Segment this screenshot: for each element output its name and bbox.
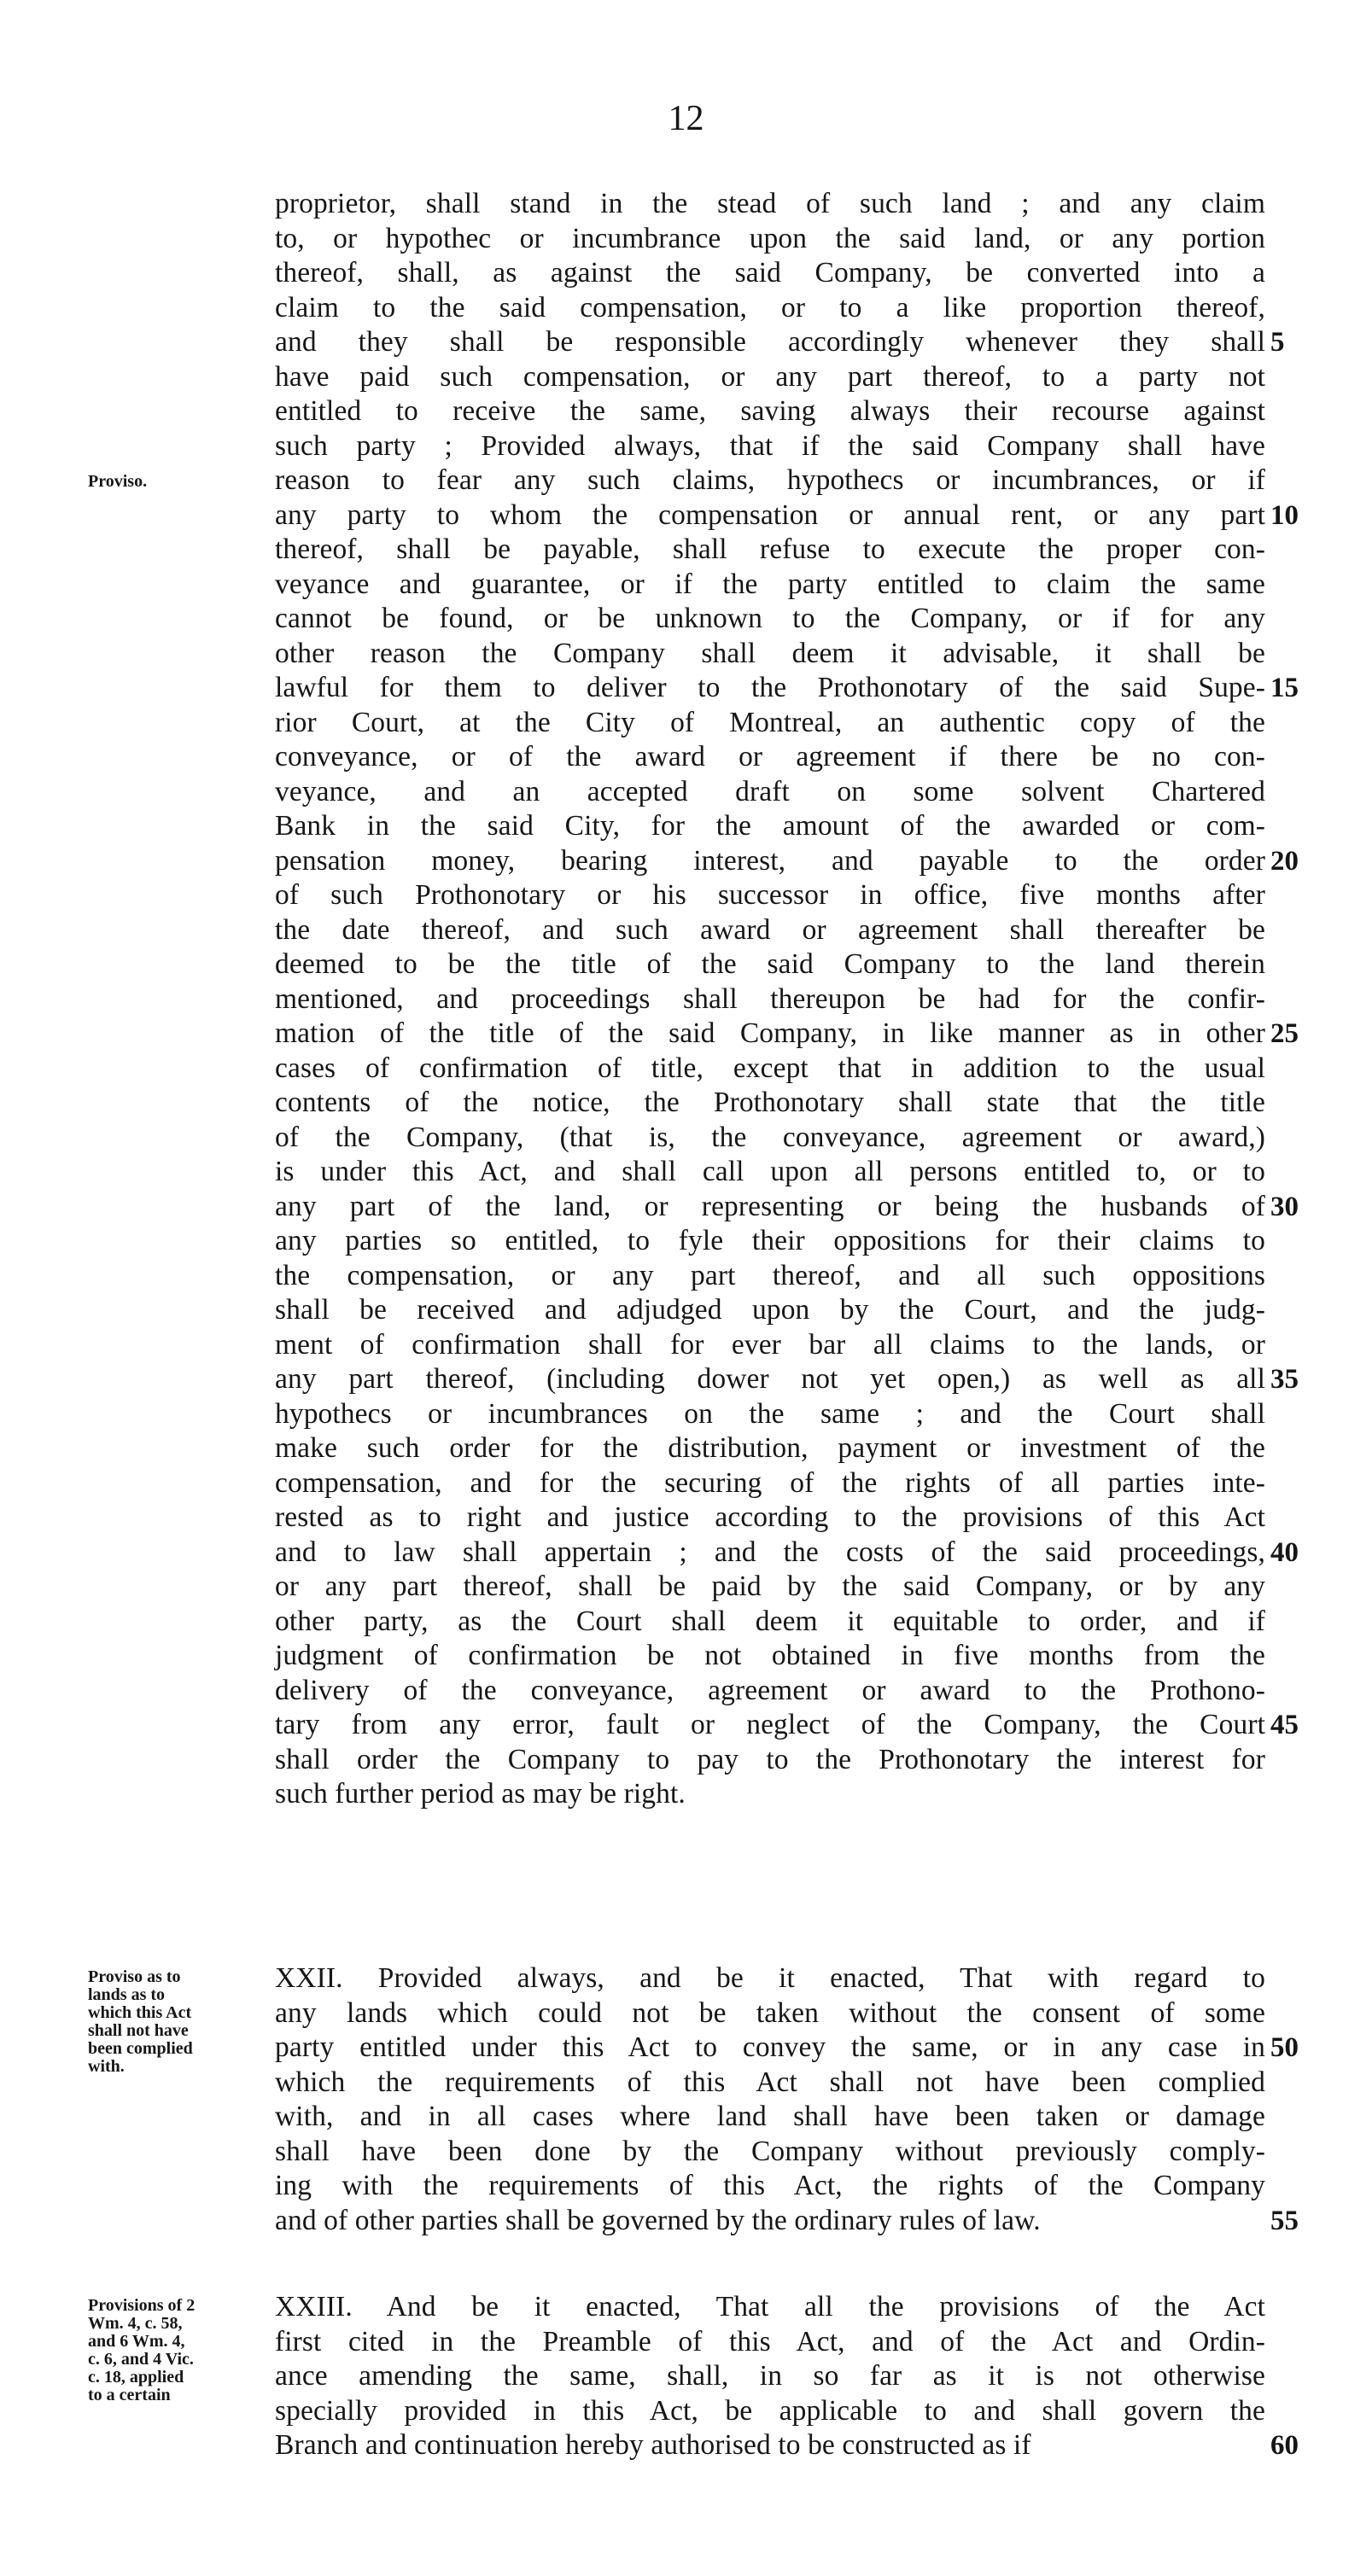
- line-number: 35: [1270, 1364, 1299, 1395]
- text-line: XXII. Provided always, and be it enacted, That with regard to: [275, 1962, 1265, 1994]
- margin-note-line: c. 6, and 4 Vic.: [88, 2350, 194, 2369]
- text-line: and of other parties shall be governed by the ordinary rules of law.: [275, 2204, 1041, 2236]
- text-line: shall be received and adjudged upon by the Court, and the judg-: [275, 1294, 1265, 1326]
- line-number: 60: [1270, 2430, 1299, 2461]
- text-line: any part thereof, (including dower not yet open,) as well as all: [275, 1363, 1265, 1395]
- text-line: cannot be found, or be unknown to the Company, or if for any: [275, 603, 1265, 634]
- text-line: such party ; Provided always, that if the said Company shall have: [275, 429, 1265, 462]
- text-line: with, and in all cases where land shall have been taken or damage: [275, 2101, 1265, 2132]
- text-line: claim to the said compensation, or to a like proportion thereof,: [275, 291, 1265, 323]
- text-line: Branch and continuation hereby authorised to be constructed as if: [275, 2429, 1031, 2461]
- line-number: 55: [1270, 2205, 1299, 2236]
- line-number: 40: [1270, 1536, 1299, 1568]
- text-line: contents of the notice, the Prothonotary shall state that the title: [275, 1087, 1265, 1118]
- text-line: thereof, shall be payable, shall refuse to execute the proper con-: [275, 533, 1265, 565]
- margin-note: [88, 1968, 263, 2076]
- text-line: lawful for them to deliver to the Prothonotary of the said Supe-: [275, 672, 1265, 703]
- line-number: 10: [1270, 499, 1299, 531]
- margin-note-line: with.: [88, 2057, 125, 2076]
- text-line: such further period as may be right.: [275, 1778, 686, 1810]
- margin-note-line: to a certain: [88, 2386, 171, 2404]
- text-line: other reason the Company shall deem it advisable, it shall be: [275, 637, 1265, 669]
- text-line: proprietor, shall stand in the stead of such land ; and any claim: [275, 188, 1265, 219]
- margin-note-line: and 6 Wm. 4,: [88, 2332, 185, 2351]
- line-number: 30: [1270, 1191, 1299, 1222]
- text-line: shall order the Company to pay to the Prothonotary the interest for: [275, 1743, 1265, 1775]
- margin-note-line: Wm. 4, c. 58,: [88, 2314, 183, 2333]
- line-number: 25: [1270, 1018, 1299, 1049]
- margin-note-line: Proviso as to: [88, 1967, 181, 1986]
- text-line: is under this Act, and shall call upon all persons entitled to, or to: [275, 1156, 1265, 1187]
- text-line: veyance, and an accepted draft on some solvent Chartered: [275, 775, 1265, 807]
- text-line: mation of the title of the said Company, in like manner as in other: [275, 1017, 1265, 1049]
- text-line: pensation money, bearing interest, and payable to the order: [275, 844, 1265, 877]
- text-line: rior Court, at the City of Montreal, an authentic copy of the: [275, 706, 1265, 738]
- text-line: hypothecs or incumbrances on the same ; and the Court shall: [275, 1397, 1265, 1430]
- page-number: 12: [668, 99, 704, 138]
- text-line: mentioned, and proceedings shall thereupon be had for the confir-: [275, 982, 1265, 1015]
- text-line: compensation, and for the securing of the rights of all parties inte-: [275, 1466, 1265, 1499]
- text-line: the compensation, or any part thereof, and all such oppositions: [275, 1259, 1265, 1291]
- text-line: any parties so entitled, to fyle their oppositions for their claims to: [275, 1225, 1265, 1256]
- text-line: deemed to be the title of the said Company to the land therein: [275, 948, 1265, 980]
- margin-note-line: shall not have: [88, 2021, 189, 2040]
- text-line: cases of confirmation of title, except that in addition to the usual: [275, 1052, 1265, 1084]
- text-line: tary from any error, fault or neglect of the Company, the Court: [275, 1709, 1265, 1740]
- text-line: reason to fear any such claims, hypothecs or incumbrances, or if: [275, 464, 1265, 496]
- text-line: rested as to right and justice according to the provisions of this Act: [275, 1501, 1265, 1533]
- text-line: any part of the land, or representing or being the husbands of: [275, 1190, 1265, 1222]
- text-line: veyance and guarantee, or if the party entitled to claim the same: [275, 568, 1265, 600]
- line-number: 5: [1270, 327, 1285, 358]
- text-line: XXIII. And be it enacted, That all the provisions of the Act: [275, 2291, 1265, 2322]
- text-line: any party to whom the compensation or annual rent, or any part: [275, 498, 1265, 531]
- text-line: or any part thereof, shall be paid by the said Company, or by any: [275, 1571, 1265, 1602]
- text-line: make such order for the distribution, payment or investment of the: [275, 1432, 1265, 1464]
- margin-note-line: Proviso.: [88, 472, 148, 491]
- margin-note-line: which this Act: [88, 2003, 192, 2022]
- text-line: conveyance, or of the award or agreement if there be no con-: [275, 741, 1265, 772]
- margin-note: [88, 2297, 263, 2404]
- text-line: of such Prothonotary or his successor in office, five months after: [275, 879, 1265, 911]
- text-line: entitled to receive the same, saving always their recourse against: [275, 395, 1265, 427]
- text-line: ance amending the same, shall, in so far as it is not otherwise: [275, 2360, 1265, 2392]
- text-line: and to law shall appertain ; and the costs of the said proceedings,: [275, 1536, 1265, 1568]
- text-line: which the requirements of this Act shall not have been complied: [275, 2066, 1265, 2098]
- text-line: thereof, shall, as against the said Company, be converted into a: [275, 257, 1265, 288]
- text-line: first cited in the Preamble of this Act, and of the Act and Ordin-: [275, 2325, 1265, 2357]
- text-line: other party, as the Court shall deem it equitable to order, and if: [275, 1605, 1265, 1637]
- text-line: and they shall be responsible accordingly whenever they shall: [275, 326, 1265, 358]
- margin-note-line: lands as to: [88, 1985, 166, 2004]
- margin-note-line: been complied: [88, 2039, 193, 2058]
- text-line: of the Company, (that is, the conveyance, agreement or award,): [275, 1121, 1265, 1153]
- text-line: shall have been done by the Company without previously comply-: [275, 2135, 1265, 2167]
- margin-note-line: Provisions of 2: [88, 2296, 196, 2315]
- line-number: 45: [1270, 1710, 1299, 1740]
- line-number: 20: [1270, 845, 1299, 877]
- text-line: party entitled under this Act to convey the same, or in any case in: [275, 2031, 1265, 2063]
- text-line: Bank in the said City, for the amount of the awarded or com-: [275, 810, 1265, 842]
- text-line: the date thereof, and such award or agreement shall thereafter be: [275, 913, 1265, 946]
- text-line: judgment of confirmation be not obtained in five months from the: [275, 1640, 1265, 1671]
- margin-note: [88, 473, 263, 491]
- text-line: have paid such compensation, or any part thereof, to a party not: [275, 360, 1265, 393]
- text-line: any lands which could not be taken without the consent of some: [275, 1996, 1265, 2029]
- text-line: specially provided in this Act, be applicable to and shall govern the: [275, 2394, 1265, 2427]
- text-line: to, or hypothec or incumbrance upon the said land, or any portion: [275, 222, 1265, 254]
- line-number: 15: [1270, 673, 1299, 703]
- line-number: 50: [1270, 2032, 1299, 2063]
- text-line: ing with the requirements of this Act, the rights of the Company: [275, 2170, 1265, 2201]
- text-line: ment of confirmation shall for ever bar all claims to the lands, or: [275, 1328, 1265, 1361]
- margin-note-line: c. 18, applied: [88, 2368, 184, 2387]
- text-line: delivery of the conveyance, agreement or award to the Prothono-: [275, 1674, 1265, 1706]
